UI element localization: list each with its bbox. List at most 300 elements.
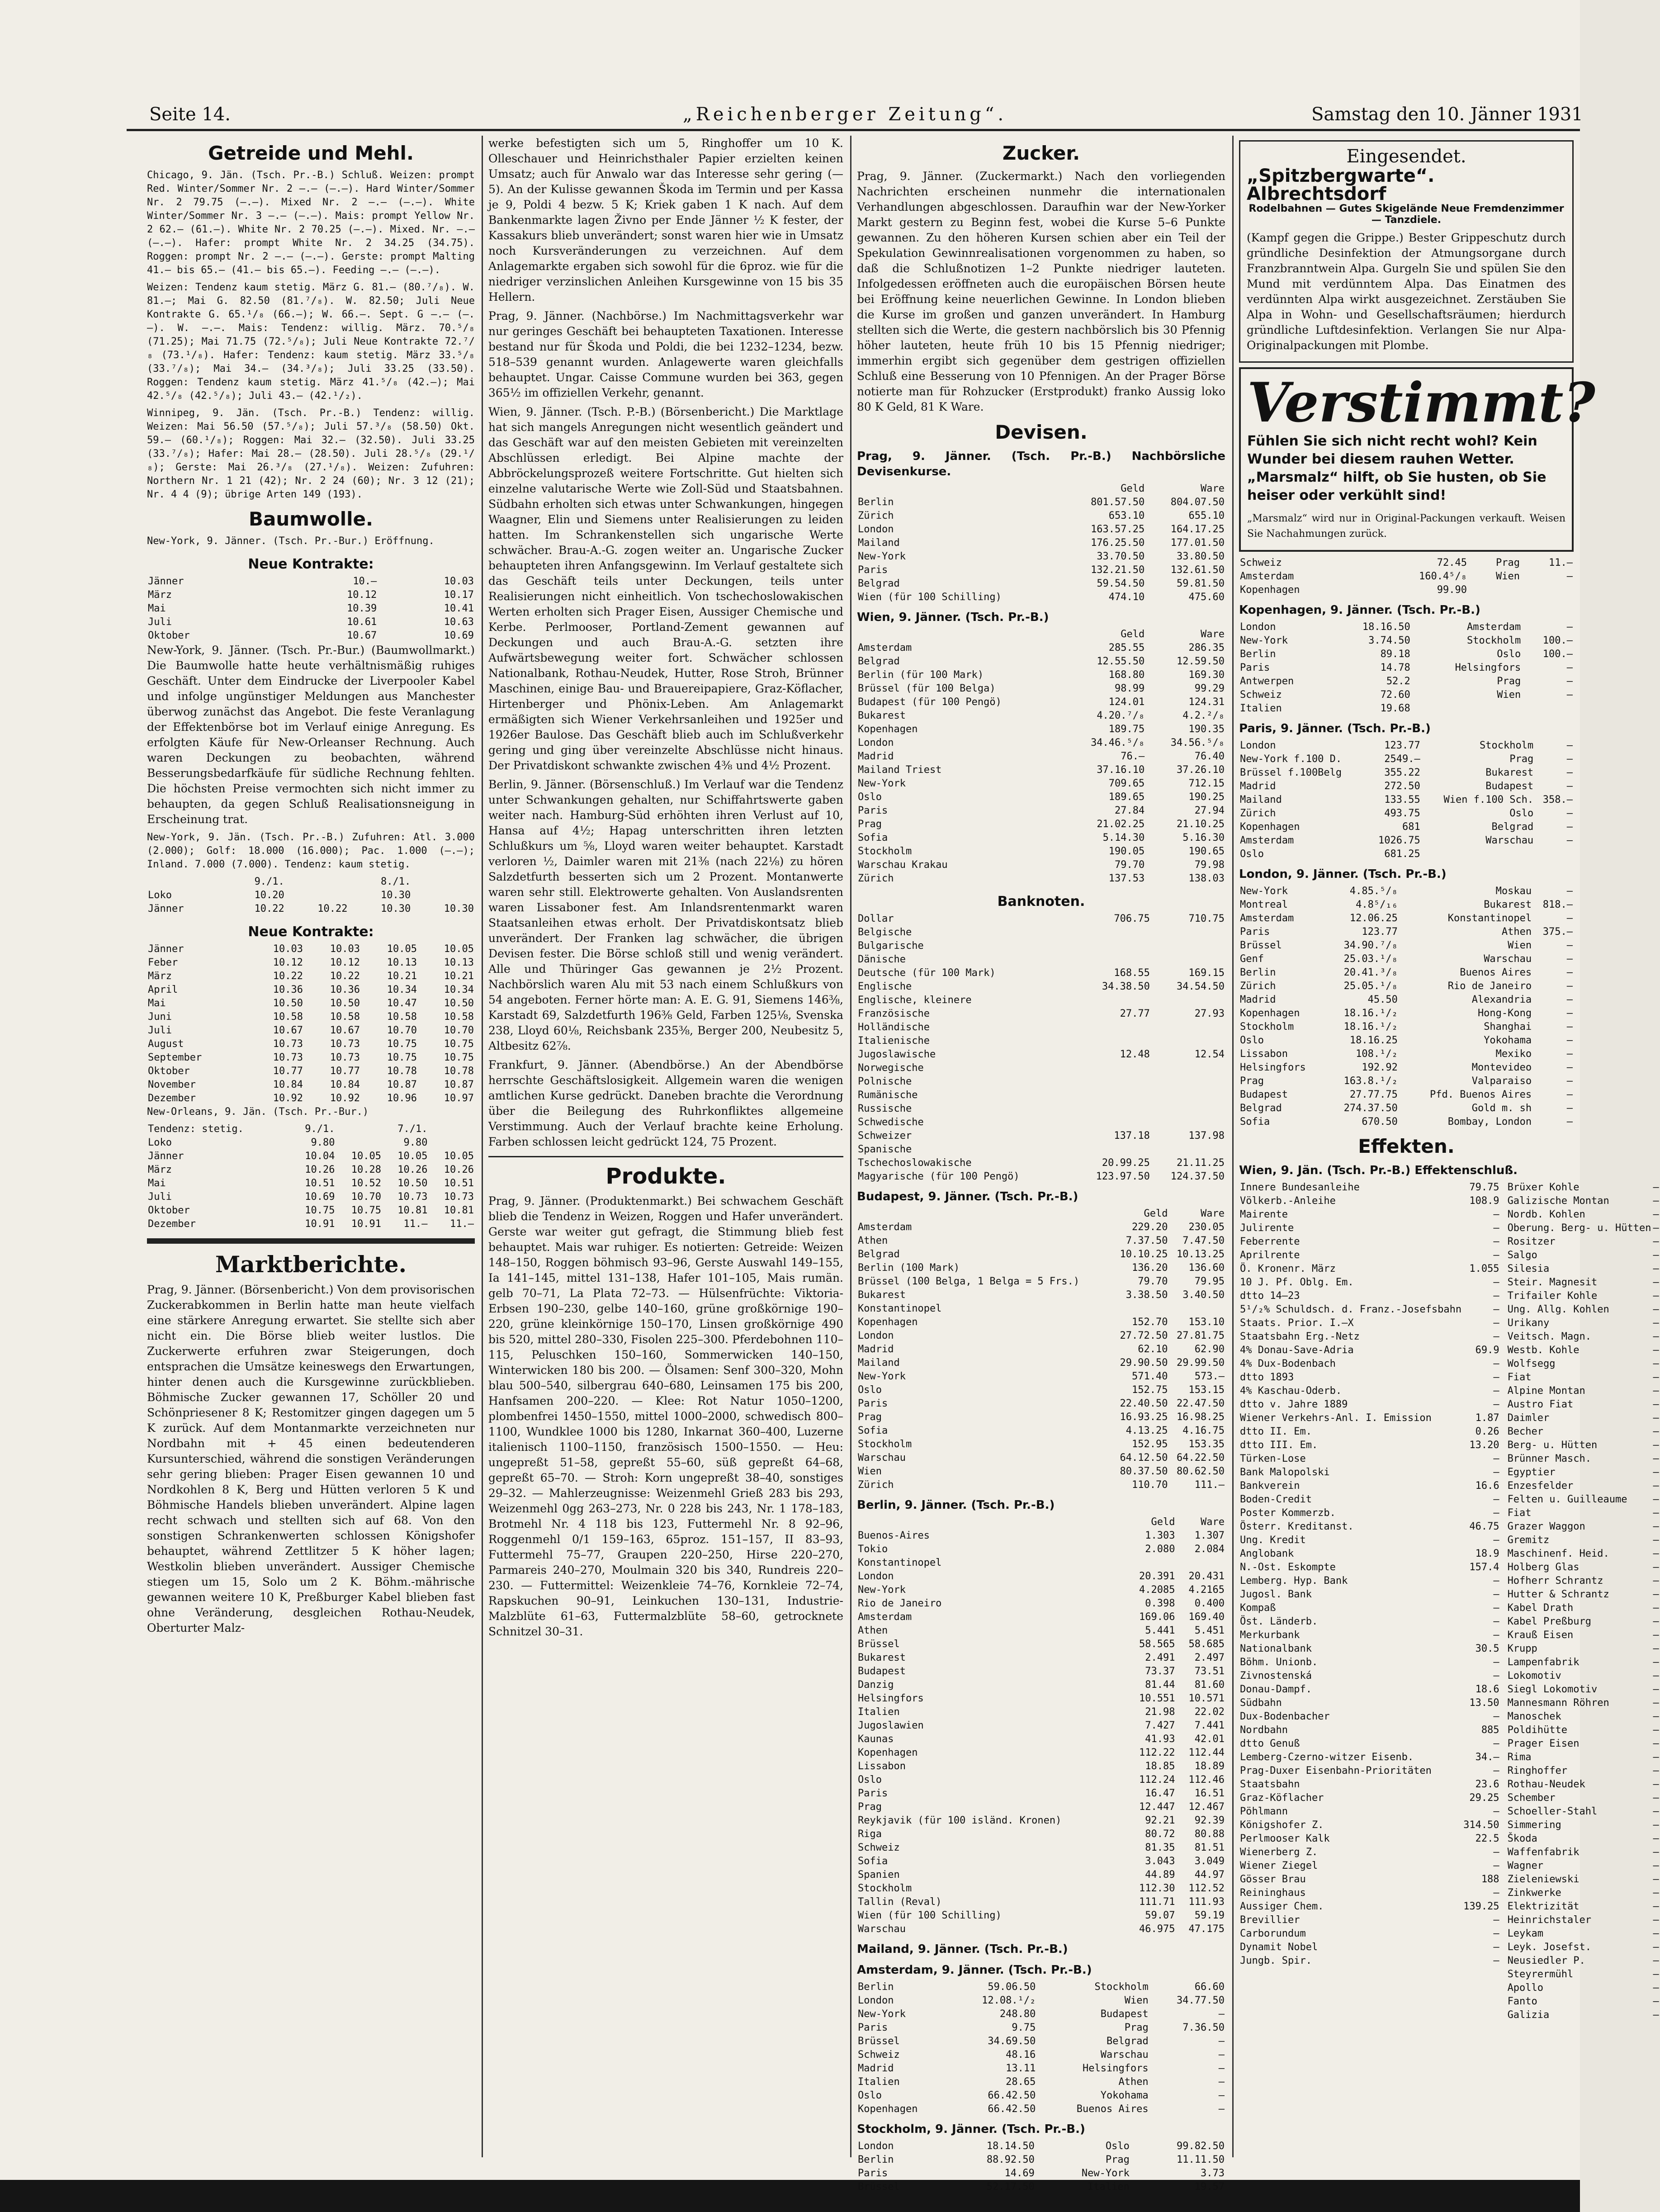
row-label: Wagner (1507, 1860, 1544, 1871)
table-row (147, 1092, 475, 1105)
table-row (857, 1370, 1225, 1383)
table-row (1507, 1493, 1660, 1506)
row-label: Englische (858, 981, 912, 992)
row-label: Mai (148, 603, 166, 614)
cell-value: 804.07.50 (1170, 497, 1225, 508)
cell-value: — (1493, 1250, 1499, 1261)
row-label: dtto III. Em. (1240, 1440, 1318, 1451)
cell-value: — (1653, 1982, 1659, 1994)
cell-value: — (1493, 1399, 1499, 1410)
row-label: Sofia (858, 1425, 888, 1436)
cell-value: — (1653, 1209, 1659, 1220)
row-label: Leykam (1507, 1928, 1544, 1939)
cell-value: 10.21 (444, 971, 474, 982)
cell-value: 73.51 (1194, 1666, 1225, 1677)
table-row (147, 1037, 475, 1051)
column-header (857, 482, 1066, 496)
table-row (1239, 1819, 1500, 1832)
table-row (857, 2140, 1225, 2153)
cell-value: 124.37.50 (1170, 1171, 1225, 1182)
table-row (147, 1190, 475, 1204)
table-row (857, 791, 1225, 804)
table-row (1507, 1941, 1660, 1954)
table-row (1507, 1194, 1660, 1208)
row-label: 4% Kaschau-Oderb. (1240, 1385, 1342, 1397)
cell-value: 169.06 (1139, 1611, 1175, 1623)
cell-value: 81.35 (1145, 1842, 1175, 1853)
row-label: Zinkwerke (1507, 1887, 1561, 1899)
table-row (857, 2180, 1225, 2194)
row-label: Paris (858, 2022, 888, 2033)
securities-left (1239, 1181, 1500, 1968)
table-row (1239, 1615, 1500, 1629)
row-label: Mailand (858, 1357, 900, 1369)
row-label: August (148, 1038, 184, 1050)
table-row (1507, 1642, 1660, 1656)
table-row (857, 1570, 1225, 1583)
cell-value: 709.65 (1108, 778, 1145, 789)
row-label: Oktober (148, 1205, 190, 1216)
row-label: New-York (858, 551, 906, 562)
cell-value: 29.25 (1469, 1792, 1499, 1804)
row-label: Danzig (858, 1679, 894, 1691)
cell-value: 98.99 (1115, 683, 1145, 694)
table-row (1507, 1819, 1660, 1832)
row-label: Türken-Lose (1240, 1453, 1306, 1464)
cell-value: Rio de Janeiro (1447, 980, 1532, 992)
table-row (1239, 1588, 1500, 1601)
cell-value: — (1493, 1331, 1499, 1342)
row-label: Schoeller-Stahl (1507, 1806, 1598, 1817)
cell-value: — (1493, 1467, 1499, 1478)
table-row (857, 1143, 1225, 1156)
row-label: Brevillier (1240, 1914, 1300, 1926)
cell-value: — (1653, 1643, 1659, 1654)
cell-value: 13.50 (1469, 1697, 1499, 1709)
row-label: Warschau (858, 1452, 906, 1464)
table-row (1239, 1520, 1500, 1534)
row-label: Buenos-Aires (858, 1530, 930, 1541)
table-row (857, 763, 1225, 777)
article-text: Prag, 9. Jänner. (Produktenmarkt.) Bei schwachem Geschäft blieb die Tendenz in Weizen, Roggen und Hafer unverändert. Gerste war weiter gut gefragt, die Stimmung blieb fest behauptet. Mais war ruhiger. Es notierten: Getreide: Weizen 148–150, Roggen böhmisch 93–96, Gerste Auswahl 149–155, Ia 141–145, mittel 131–138, Hafer 101–105, Mais rumän. gelb 70–71, La Plata 72–73. — Hülsenfrüchte: Viktoria-Erbsen 190–230, gelbe 140–160, grüne großkörnige 190–220, grüne kleinkörnige 150–170, Linsen großkörnige 490 bis 520, mittel 280–330, Fisolen 225–300. Pferdebohnen 110–115, Peluschken 150–160, Sommerwicken 140–150, Winterwicken 180 bis 200. — Ölsamen: Senf 300–320, Mohn blau 500–540, silbergrau 640–680, Leinsamen 175 bis 200, Hanfsamen 200–220. — Klee: Rot Natur 1050–1200, plombenfrei 1450–1550, mittel 1000–2000, schwedisch 800–1100, Wundklee 1000 bis 1280, Inkarnat 360–400, Luzerne italienisch 1100–1150, französisch 1500–1550. — Heu: ungepreßt 51–58, gepreßt 55–60, süß gepreßt 64–68, gepreßt 65–70. — Stroh: Korn ungepreßt 38–40, sonstiges 29–32. — Mahlerzeugnisse: Weizenmehl Grieß 283 bis 293, Weizenmehl 0gg 263–273, Nr. 0 228 bis 243, Nr. 1 178–183, Brotmehl Nr. 4 118 bis 123, Futtermehl Nr. 8 92–96, Roggenmehl 0/1 159–163, 65proz. 151–157, II 83–93, Futtermehl 75–77, Graupen 220–250, Hirse 220–270, Parmareis 240–270, Moulmain 320 bis 340, Rundreis 220–230. — Futtermittel: Weizenkleie 74–76, Kornkleie 72–74, Rapskuchen 90–91, Leinkuchen 130–131, Industrie-Malzblüte 61–63, Futtermalzblüte 58–60, getrocknete Schnitzel 30–31. (488, 1194, 843, 1638)
cell-value: 10.22 (317, 903, 348, 914)
table-row (1507, 2008, 1660, 2022)
table-row (1507, 1506, 1660, 1520)
cell-value (1151, 1021, 1225, 1034)
row-label: Kopenhagen (1240, 1008, 1300, 1019)
table-row (1239, 939, 1574, 952)
cell-value: 132.21.50 (1091, 564, 1145, 576)
cell-value: 48.16 (1006, 2049, 1036, 2060)
cell-value: 1.87 (1475, 1412, 1499, 1424)
table-row (1239, 739, 1574, 753)
header-rule (127, 129, 1580, 131)
cell-value: 11.11.50 (1177, 2154, 1225, 2165)
cell-value: — (1566, 821, 1573, 833)
column-3 (857, 136, 1225, 2193)
row-label: Simmering (1507, 1819, 1561, 1831)
cell-value: Buenos Aires (1076, 2103, 1149, 2115)
cell-value (336, 1123, 382, 1136)
row-label: Mailand (858, 537, 900, 549)
cell-value: 358.— (1542, 794, 1573, 805)
row-label: Staatsbahn (1240, 1779, 1300, 1790)
cell-value: 248.80 (999, 2008, 1036, 2020)
table-row (1507, 1222, 1660, 1235)
row-label: dtto 1893 (1240, 1372, 1294, 1383)
cell-value: 190.35 (1188, 724, 1225, 735)
row-label: Austro Fiat (1507, 1399, 1574, 1410)
cell-value: — (1653, 1507, 1659, 1519)
fx-table-amsterdam (857, 1980, 1225, 2116)
cell-value: Italien (1088, 2181, 1130, 2193)
cell-value: 10.03 (444, 576, 474, 587)
table-row (857, 2062, 1225, 2075)
table-row (1239, 1751, 1500, 1764)
row-label: Kopenhagen (858, 2103, 918, 2115)
table-row (1239, 793, 1574, 807)
row-label: Prag-Duxer Eisenbahn-Prioritäten (1240, 1765, 1432, 1776)
cell-value: 285.55 (1108, 642, 1145, 654)
cell-value: 10.69 (305, 1191, 335, 1203)
cell-value: — (1493, 1358, 1499, 1369)
table-row (1507, 1534, 1660, 1547)
cell-value: — (1493, 1222, 1499, 1234)
row-label: Holberg Glas (1507, 1562, 1580, 1573)
table-row (1239, 634, 1574, 648)
cell-value: 10.04 (305, 1151, 335, 1162)
row-label: Feber (148, 957, 178, 968)
cell-value: New-York (1081, 2168, 1130, 2179)
cell-value: — (1566, 1075, 1573, 1087)
row-label: Merkurbank (1240, 1629, 1300, 1641)
table-row (1507, 1683, 1660, 1696)
cell-value: Bombay, London (1447, 1116, 1532, 1127)
table-row (857, 1034, 1225, 1048)
table-row (857, 1760, 1225, 1773)
table-row (857, 2008, 1225, 2021)
advert-spitzbergwarte (1239, 140, 1574, 363)
table-row (147, 1136, 475, 1150)
table-row (1239, 1737, 1500, 1751)
row-label: Stockholm (1240, 1021, 1294, 1033)
row-label: Steyrermühl (1507, 1969, 1574, 1980)
cell-value: 10.69 (444, 630, 474, 641)
fx-table-paris (1239, 739, 1574, 861)
cell-value: — (1493, 1535, 1499, 1546)
cell-value (1521, 583, 1574, 597)
row-label: Egyptier (1507, 1467, 1556, 1478)
row-label: Gösser Brau (1240, 1874, 1306, 1885)
table-row (857, 1909, 1225, 1923)
row-label: Amsterdam (1240, 913, 1294, 924)
table-row (1239, 648, 1574, 661)
cell-value: 12.48 (1120, 1049, 1150, 1060)
table-row (147, 1024, 475, 1037)
table-row (1507, 1873, 1660, 1886)
cell-value: 33.70.50 (1097, 551, 1145, 562)
table-row (857, 536, 1225, 550)
table-row (1507, 1439, 1660, 1452)
cell-value: 18.14.50 (986, 2141, 1035, 2152)
cell-value: — (1653, 1860, 1659, 1871)
row-label: Aussiger Chem. (1240, 1901, 1324, 1912)
row-label: Deutsche (für 100 Mark) (858, 967, 996, 979)
row-label: London (858, 1330, 894, 1341)
cell-value (1076, 1061, 1151, 1075)
cell-value: 21.11.25 (1177, 1157, 1225, 1169)
cell-value: 34.56.⁵/₈ (1170, 737, 1225, 748)
table-row (857, 523, 1225, 536)
cell-value: 18.9 (1475, 1548, 1499, 1559)
cell-value (1126, 1556, 1176, 1570)
row-label: Fiat (1507, 1507, 1532, 1519)
row-label: Budapest (für 100 Pengö) (858, 696, 1002, 708)
row-label: Neusiedler P. (1507, 1955, 1585, 1966)
cell-value: Yokohama (1100, 2090, 1149, 2101)
row-label: Brüssel (858, 1639, 900, 1650)
cell-value: 10.75 (351, 1205, 381, 1216)
cell-value: Helsingfors (1082, 2063, 1149, 2074)
row-label: Paris (1240, 926, 1270, 938)
cell-value: Belgrad (1491, 821, 1534, 833)
row-label: Kopenhagen (1240, 584, 1300, 596)
cell-value: — (1653, 1942, 1659, 1953)
row-label: Englische, kleinere (858, 995, 972, 1006)
row-label: Donau-Dampf. (1240, 1684, 1312, 1695)
row-label: Warschau (858, 1923, 906, 1935)
table-row (147, 1051, 475, 1065)
cell-value: 192.92 (1362, 1062, 1398, 1073)
row-label: Grazer Waggon (1507, 1521, 1585, 1532)
table-row (857, 818, 1225, 831)
cell-value: 112.22 (1139, 1747, 1175, 1758)
cell-value: 573.— (1194, 1371, 1225, 1382)
row-label: Tallin (Reval) (858, 1896, 942, 1908)
table-heading: Berlin, 9. Jänner. (Tsch. Pr.-B.) (857, 1498, 1055, 1512)
cell-value: — (1653, 1331, 1659, 1342)
cell-value: 136.20 (1131, 1262, 1168, 1274)
table-row (1507, 1317, 1660, 1330)
table-row (857, 1275, 1225, 1288)
cell-value: 92.21 (1145, 1815, 1175, 1826)
column-4 (1239, 136, 1659, 2162)
cell-value: 10.73 (397, 1191, 428, 1203)
cell-value: 8./1. (381, 876, 411, 887)
neworleans-table (147, 1123, 475, 1231)
row-label: Silesia (1507, 1263, 1550, 1274)
cell-value: — (1493, 1629, 1499, 1641)
cell-value: Prag (1495, 557, 1520, 568)
cell-value: 10.30 (381, 890, 411, 901)
row-label: Zürich (858, 510, 894, 521)
column-rule (482, 136, 483, 2157)
row-label: Spanische (858, 1144, 912, 1155)
cell-value: 10.70 (444, 1025, 474, 1036)
table-row (1507, 1561, 1660, 1574)
table-row (1507, 1859, 1660, 1873)
table-row (857, 777, 1225, 791)
row-label: Perlmooser Kalk (1240, 1833, 1330, 1844)
table-row (857, 804, 1225, 818)
row-label: Kompaß (1240, 1602, 1276, 1614)
row-label: Felten u. Guilleaume (1507, 1494, 1627, 1505)
cell-value: 7.441 (1194, 1720, 1225, 1731)
table-heading: Mailand, 9. Jänner. (Tsch. Pr.-B.) (857, 1942, 1068, 1956)
row-label: Kabel Preßburg (1507, 1616, 1591, 1627)
row-label: Maschinenf. Heid. (1507, 1548, 1609, 1559)
table-row (1507, 1344, 1660, 1357)
table-row (857, 1828, 1225, 1841)
row-label: dtto II. Em. (1240, 1426, 1312, 1437)
row-label: Italienische (858, 1035, 930, 1047)
table-row (147, 588, 475, 602)
row-label: Brüxer Kohle (1507, 1182, 1580, 1193)
cell-value: — (1653, 1222, 1659, 1234)
cell-value: Montevideo (1471, 1062, 1532, 1073)
cell-value: 571.40 (1131, 1371, 1168, 1382)
cell-value: — (1653, 1440, 1659, 1451)
table-row (1239, 1034, 1574, 1047)
cell-value: Alexandria (1471, 994, 1532, 1005)
table-heading: Amsterdam, 9. Jänner. (Tsch. Pr.-B.) (857, 1963, 1092, 1977)
table-row (1507, 1412, 1660, 1425)
table-row (857, 2103, 1225, 2116)
cell-value: 79.95 (1194, 1276, 1225, 1287)
cell-value: 27.77 (1120, 1008, 1150, 1019)
table-row (857, 2153, 1225, 2167)
cell-value: 706.75 (1114, 913, 1150, 924)
cell-value: 10.12 (330, 957, 360, 968)
cell-value: 59.06.50 (988, 1981, 1036, 1993)
cell-value: — (1653, 1453, 1659, 1464)
row-label: London (858, 737, 894, 748)
cell-value: Helsingfors (1455, 662, 1521, 673)
cell-value: 45.50 (1367, 994, 1398, 1005)
cell-value: — (1566, 662, 1573, 673)
cell-value: 62.10 (1138, 1344, 1168, 1355)
table-row (857, 1156, 1225, 1170)
table-row (1507, 1778, 1660, 1791)
table-row (857, 845, 1225, 858)
cell-value: 22.5 (1475, 1833, 1499, 1844)
table-row (857, 1855, 1225, 1868)
table-row (147, 1163, 475, 1177)
cell-value (1411, 702, 1522, 715)
table-row (1239, 1873, 1500, 1886)
row-label: Italien (858, 1706, 900, 1718)
table-heading: Banknoten. (997, 894, 1085, 909)
row-label: März (148, 589, 172, 601)
cell-value: 10.— (353, 576, 377, 587)
cell-value: 10.05 (444, 1151, 474, 1162)
cell-value: 0.398 (1145, 1598, 1175, 1609)
cell-value: 2.084 (1194, 1544, 1225, 1555)
cell-value: — (1653, 1684, 1659, 1695)
cell-value: 163.57.25 (1091, 524, 1145, 535)
cell-value: 34.69.50 (988, 2036, 1036, 2047)
cell-value: 10.13 (444, 957, 474, 968)
table-row (857, 1994, 1225, 2008)
row-label: Holländische (858, 1022, 930, 1033)
row-label: Dänische (858, 954, 906, 965)
table-row (1239, 1075, 1574, 1088)
table-row (1239, 1181, 1500, 1194)
cell-value: 111.93 (1188, 1896, 1225, 1908)
cell-value: 59.07 (1145, 1910, 1175, 1921)
row-label: April (148, 984, 178, 995)
section-title: Effekten. (1358, 1135, 1455, 1157)
table-row (857, 831, 1225, 845)
cell-value: 10.22 (273, 971, 303, 982)
column-2 (488, 136, 843, 2162)
cell-value: 10.26 (444, 1164, 474, 1175)
row-label: Staats. Prior. I.–X (1240, 1317, 1354, 1329)
cell-value: — (1493, 1236, 1499, 1247)
cell-value: 111.71 (1139, 1896, 1175, 1908)
cell-value: 27.84 (1115, 805, 1145, 816)
table-row (857, 736, 1225, 750)
cell-value: — (1493, 1765, 1499, 1776)
row-label: Madrid (1240, 994, 1276, 1005)
cell-value: Bukarest (1485, 767, 1534, 778)
table-row (857, 1129, 1225, 1143)
cell-value: 136.60 (1188, 1262, 1225, 1274)
cell-value: 42.01 (1194, 1734, 1225, 1745)
row-label: Ö. Kronenr. März (1240, 1263, 1336, 1274)
cell-value: 164.17.25 (1170, 524, 1225, 535)
cell-value: 272.50 (1384, 781, 1420, 792)
cell-value: 21.98 (1145, 1706, 1175, 1718)
cell-value: — (1653, 1575, 1659, 1587)
table-row (1239, 766, 1574, 780)
row-label: Zürich (1240, 808, 1276, 819)
cotton-table (147, 575, 475, 643)
row-label: Enzesfelder (1507, 1480, 1574, 1492)
table-row (857, 1638, 1225, 1651)
cell-value: 2549.— (1384, 753, 1420, 765)
cell-value: 10.30 (381, 903, 411, 914)
cell-value: 3.049 (1194, 1856, 1225, 1867)
table-row (857, 2167, 1225, 2180)
table-row (857, 1316, 1225, 1329)
row-label: Paris (858, 2168, 888, 2179)
row-label: New-York (1240, 886, 1288, 897)
section-title: Devisen. (995, 421, 1088, 443)
table-row (857, 939, 1225, 953)
cell-value: 10.58 (387, 1011, 417, 1023)
cell-value: 3.38.50 (1126, 1289, 1168, 1301)
row-label: New-York (858, 1371, 906, 1382)
cell-value: — (1493, 1942, 1499, 1953)
cell-value: 37.26.10 (1177, 764, 1225, 776)
table-row (1507, 1208, 1660, 1222)
cell-value: 189.75 (1108, 724, 1145, 735)
table-row (1507, 1398, 1660, 1412)
table-row (1239, 1859, 1500, 1873)
cotton-report: New-York, 9. Jänner. (Tsch. Pr.-Bur.) (Baumwollmarkt.) Die Baumwolle hatte heute verhältnismäßig ruhiges Geschäft. Unter dem Eindrucke der Liverpooler Kabel und infolge ungünstiger Meldungen aus Manchester überwog zunächst das Angebot. Die feste Veranlagung der Effektenbörse bot im Verlauf einige Anregung. Es erfolgten Käufe für New-Orleanser Rechnung. Auch waren Deckungen zu beobachten, während Besserungsbedarfkäufe für südliche Rechnung fehlten. Die höchsten Preise vermochten sich nicht immer zu behaupten, da gegen Schluß Realisationsneigung in Erscheinung trat. (147, 644, 475, 826)
cell-value: 12.467 (1188, 1801, 1225, 1813)
cell-value: 27.81.75 (1177, 1330, 1225, 1341)
table-row (857, 577, 1225, 591)
table-row (857, 1624, 1225, 1638)
table-row (857, 1868, 1225, 1882)
table-row (1507, 1235, 1660, 1249)
row-label: Jänner (148, 576, 184, 587)
cell-value: 29.99.50 (1177, 1357, 1225, 1369)
table-row (1239, 1276, 1500, 1289)
row-label: Apollo (1507, 1982, 1544, 1994)
